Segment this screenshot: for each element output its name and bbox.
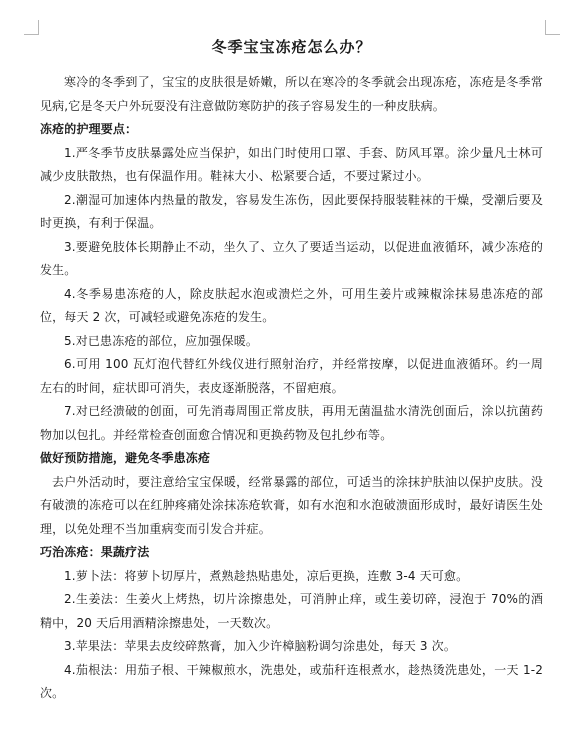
care-item-1: 1.严冬季节皮肤暴露处应当保护，如出门时使用口罩、手套、防风耳罩。涂少量凡士林可减少皮肤散热，也有保温作用。鞋袜大小、松紧要合适，不要过紧过小。 <box>40 145 543 183</box>
care-item-2: 2.潮湿可加速体内热量的散发，容易发生冻伤，因此要保持服装鞋袜的干燥，受潮后要及时更换，有利于保温。 <box>40 192 543 230</box>
remedies-heading: 巧治冻疮：果蔬疗法 <box>40 545 150 559</box>
care-item-7: 7.对已经溃破的创面，可先消毒周围正常皮肤，再用无菌温盐水清洗创面后，涂以抗菌药物加以包扎。并经常检查创面愈合情况和更换药物及包扎纱布等。 <box>40 404 543 442</box>
care-item-3: 3.要避免肢体长期静止不动，坐久了、立久了要适当运动，以促进血液循环，减少冻疮的发生。 <box>40 239 543 277</box>
prevention-paragraph: 去户外活动时，要注意给宝宝保暖，经常暴露的部位，可适当的涂抹护肤油以保护皮肤。没有破溃的冻疮可以在红肿疼痛处涂抹冻疮软膏，如有水泡和水泡破溃面形成时，最好请医生处理，以免处理不当加重病变而引发合并症。 <box>40 474 543 536</box>
care-item-4: 4.冬季易患冻疮的人，除皮肤起水泡或溃烂之外，可用生姜片或辣椒涂抹易患冻疮的部位，每天 2 次，可减轻或避免冻疮的发生。 <box>40 286 543 324</box>
care-item-6: 6.可用 100 瓦灯泡代替红外线仪进行照射治疗，并经常按摩，以促进血液循环。约一周左右的时间，症状即可消失，表皮逐渐脱落，不留疤痕。 <box>40 357 543 395</box>
document-page <box>40 36 543 706</box>
remedy-item-2: 2.生姜法：生姜火上烤热，切片涂擦患处，可消肿止痒，或生姜切碎，浸泡于 70%的酒精中，20 天后用酒精涂擦患处，一天数次。 <box>40 592 543 630</box>
intro-paragraph: 寒冷的冬季到了，宝宝的皮肤很是娇嫩，所以在寒冷的冬季就会出现冻疮，冻疮是冬季常见病,它是冬天户外玩耍没有注意做防寒防护的孩子容易发生的一种皮肤病。 <box>40 75 543 113</box>
care-item-5: 5.对已患冻疮的部位，应加强保暖。 <box>64 333 259 348</box>
crop-mark-top-right <box>545 20 560 35</box>
prevention-heading: 做好预防措施，避免冬季患冻疮 <box>40 451 211 465</box>
remedy-item-4: 4.茄根法：用茄子根、干辣椒煎水，洗患处，或茄秆连根煮水，趁热烫洗患处，一天 1-2 次。 <box>40 662 543 700</box>
document-title: 冬季宝宝冻疮怎么办？ <box>211 38 372 56</box>
remedy-item-3: 3.苹果法：苹果去皮绞碎熬膏，加入少许樟脑粉调匀涂患处，每天 3 次。 <box>64 639 456 653</box>
crop-mark-top-left <box>24 20 39 35</box>
remedy-item-1: 1.萝卜法：将萝卜切厚片，煮熟趁热贴患处，凉后更换，连敷 3-4 天可愈。 <box>64 568 469 583</box>
care-heading: 冻疮的护理要点： <box>40 122 138 136</box>
